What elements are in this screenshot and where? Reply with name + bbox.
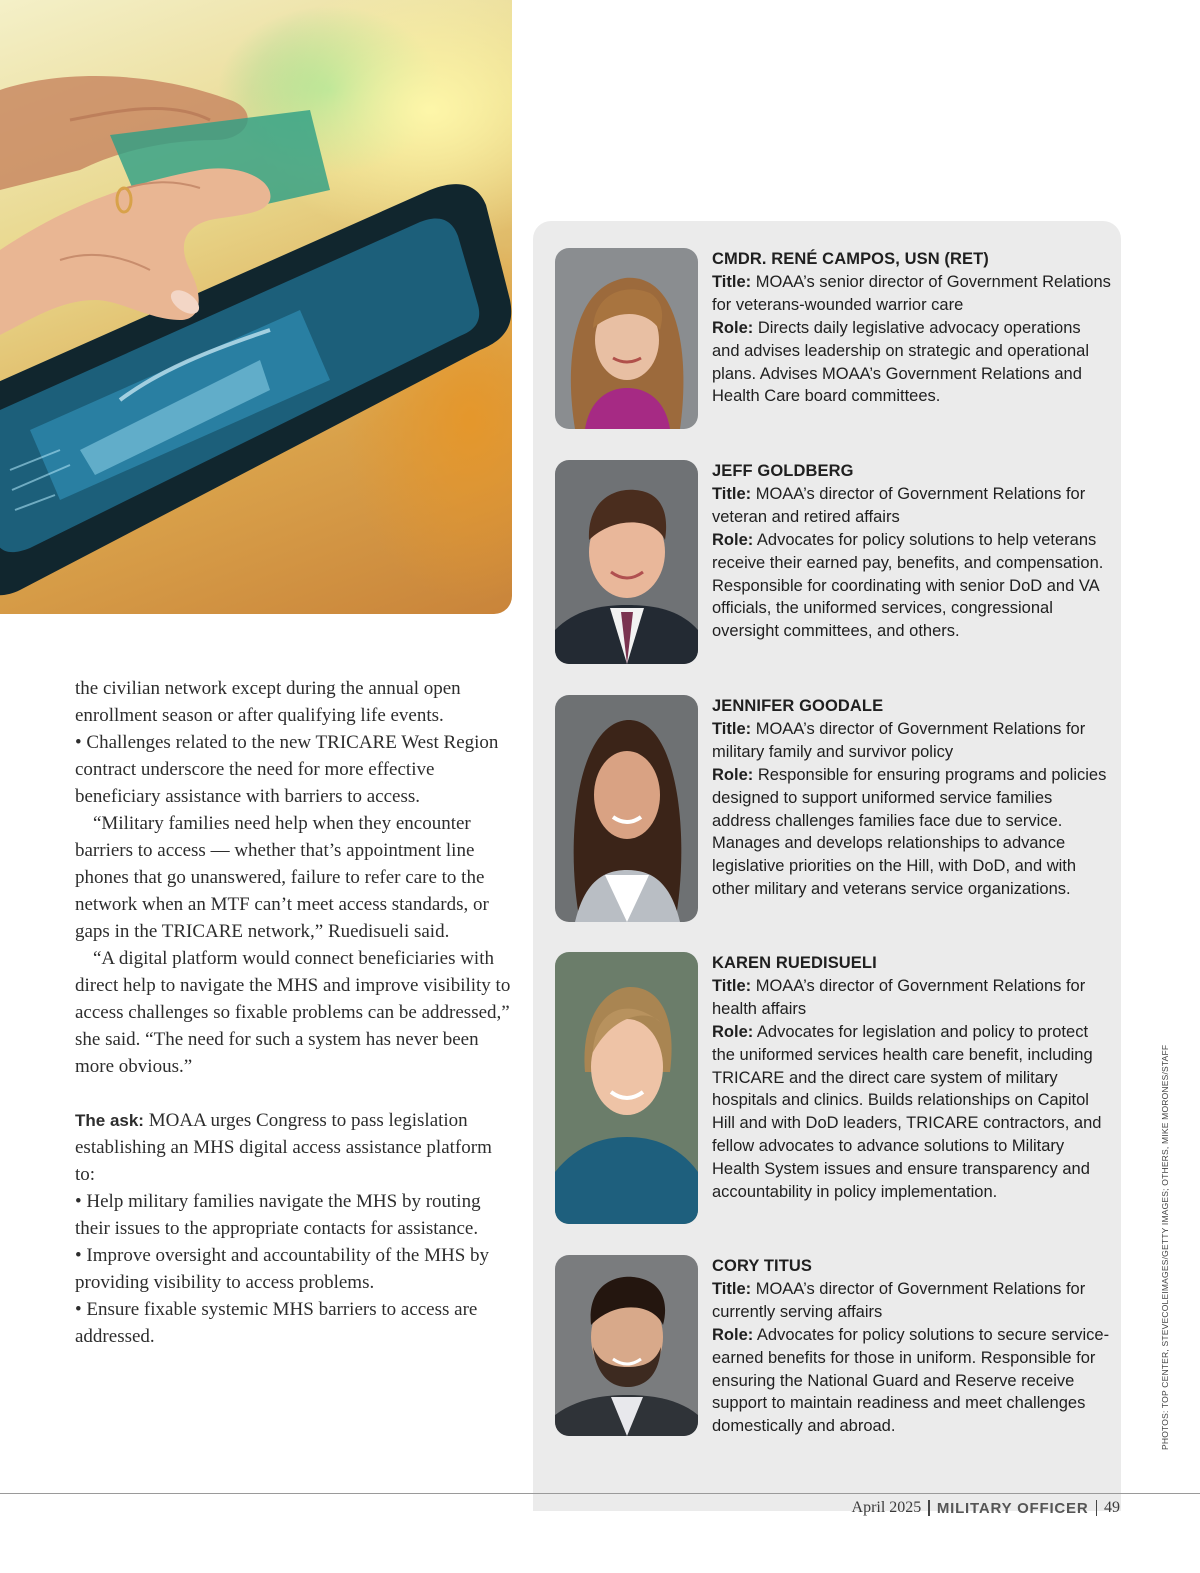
- publication-name: MILITARY OFFICER: [936, 1499, 1089, 1517]
- ask-paragraph: [75, 1107, 515, 1188]
- portrait-man-icon: [555, 1255, 698, 1436]
- bullet-item: • Challenges related to the new TRICARE West Region contract underscore the need for more effective beneficiary assistance with barriers to access.: [75, 732, 499, 807]
- profile-name: JENNIFER GOODALE: [712, 697, 884, 715]
- ask-label: The ask:: [75, 1111, 144, 1130]
- profile-title: Title: MOAA’s director of Government Relations for currently serving affairs: [712, 1279, 1086, 1321]
- footer-divider: [928, 1500, 930, 1516]
- page-number: 49: [1104, 1499, 1120, 1516]
- profile-role: Role: Advocates for policy solutions to secure service-earned benefits for those in uniform. Responsible for ensuring the National Guard and Reserve receive support to maintain readiness and meet challenges domestically and abroad.: [712, 1325, 1110, 1436]
- portrait-photo: [555, 1255, 698, 1436]
- profile-role: Role: Advocates for legislation and policy to protect the uniformed services health care benefit, including TRICARE and the direct care system of military hospitals and clinics. Builds relationships on Capitol Hill and with DoD leaders, TRICARE contractors, and fellow advocates to advance solutions to Military Health System issues and ensure transparency and accountability in policy implementation.: [712, 1022, 1102, 1202]
- portrait-photo: [555, 952, 698, 1224]
- hero-photo-tablet: [0, 0, 512, 614]
- bullet-item: • Help military families navigate the MHS by routing their issues to the appropriate contacts for assistance.: [75, 1191, 481, 1239]
- profile-info: [712, 460, 1112, 643]
- profile-title: Title: MOAA’s director of Government Relations for health affairs: [712, 976, 1086, 1018]
- paragraph-quote: “A digital platform would connect beneficiaries with direct help to navigate the MHS and improve visibility to access challenges so fixable problems can be addressed,” she said. “The need for such a system has never been more obvious.”: [75, 948, 511, 1077]
- tablet-illustration: [0, 0, 512, 614]
- portrait-photo: [555, 695, 698, 922]
- profile-title: Title: MOAA’s senior director of Government Relations for veterans-wounded warrior care: [712, 272, 1111, 314]
- issue-date: April 2025: [851, 1499, 922, 1516]
- profile-role: Role: Advocates for policy solutions to help veterans receive their earned pay, benefits, and compensation. Responsible for coordinating with senior DoD and VA officials, the uniformed services, congressional oversight committees, and others.: [712, 530, 1104, 641]
- portrait-man-icon: [555, 460, 698, 664]
- footer-divider: [1096, 1500, 1098, 1516]
- portrait-woman-icon: [555, 248, 698, 429]
- photo-credit: PHOTOS: TOP CENTER, STEVECOLEIMAGES/GETTY IMAGES; OTHERS, MIKE MORONES/STAFF: [1160, 1044, 1170, 1450]
- footer-rule: [0, 1493, 1200, 1494]
- profile-info: [712, 1255, 1112, 1438]
- portrait-photo: [555, 460, 698, 664]
- paragraph-quote: “Military families need help when they encounter barriers to access — whether that’s appointment line phones that go unanswered, failure to refer care to the network when an MTF can’t meet access standards, or gaps in the TRICARE network,” Ruedisueli said.: [75, 813, 489, 942]
- profile-role: Role: Responsible for ensuring programs and policies designed to support uniformed service families address challenges families face due to service. Manages and develops relationships to advance legislative priorities on the Hill, with DoD, and with other military and veterans service organizations.: [712, 765, 1107, 899]
- profile-title: Title: MOAA’s director of Government Relations for military family and survivor policy: [712, 719, 1086, 761]
- profile-name: KAREN RUEDISUELI: [712, 954, 877, 972]
- profile-title: Title: MOAA’s director of Government Relations for veteran and retired affairs: [712, 484, 1086, 526]
- bullet-item: • Ensure fixable systemic MHS barriers to access are addressed.: [75, 1299, 478, 1347]
- paragraph: the civilian network except during the annual open enrollment season or after qualifying life events.: [75, 678, 461, 726]
- portrait-woman-icon: [555, 695, 698, 922]
- profile-name: JEFF GOLDBERG: [712, 462, 854, 480]
- profile-role: Role: Directs daily legislative advocacy operations and advises leadership on strategic and operational plans. Advises MOAA’s Government Relations and Health Care board committees.: [712, 318, 1090, 406]
- bullet-item: • Improve oversight and accountability of the MHS by providing visibility to access problems.: [75, 1245, 490, 1293]
- profile-name: CMDR. RENÉ CAMPOS, USN (RET): [712, 250, 989, 268]
- profile-info: [712, 952, 1112, 1204]
- article-body: [75, 675, 515, 1350]
- profile-name: CORY TITUS: [712, 1257, 813, 1275]
- portrait-woman-icon: [555, 952, 698, 1224]
- profile-info: [712, 248, 1112, 408]
- ask-text: MOAA urges Congress to pass legislation establishing an MHS digital access assistance platform to:: [75, 1110, 492, 1185]
- portrait-photo: [555, 248, 698, 429]
- profile-info: [712, 695, 1112, 901]
- page-footer: [852, 1497, 1120, 1519]
